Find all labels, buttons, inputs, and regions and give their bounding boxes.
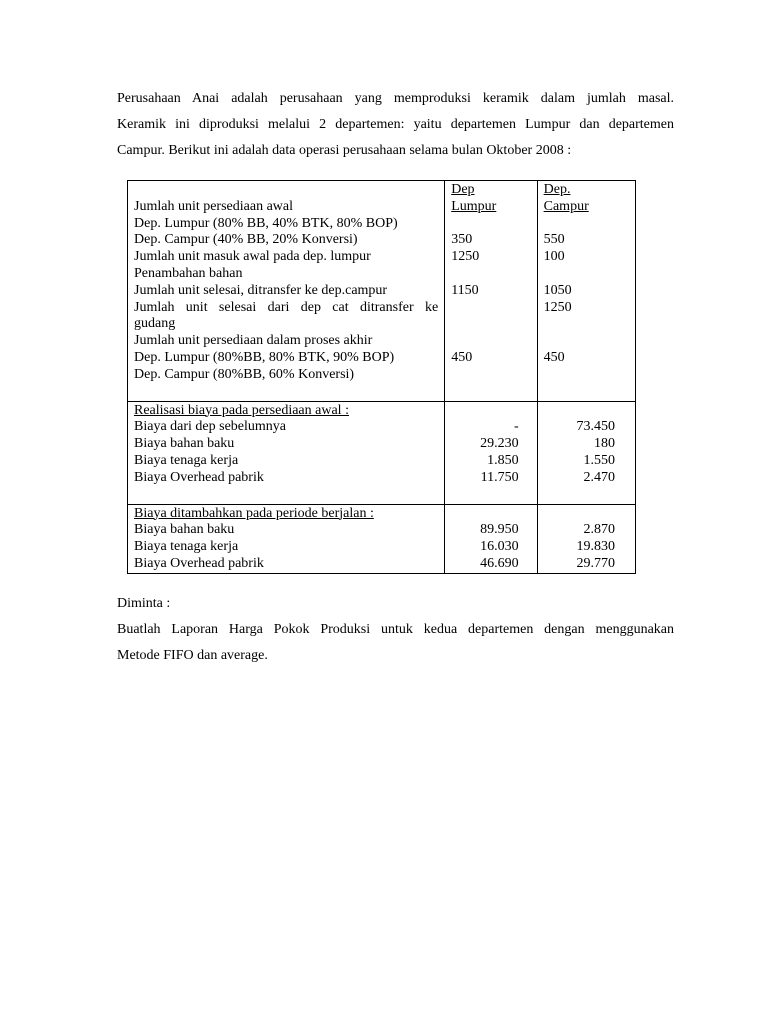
cost-campur-value: 2.470	[583, 469, 615, 485]
units-row-label: Penambahan bahan	[134, 265, 243, 281]
cost-row-label: Biaya dari dep sebelumnya	[134, 419, 287, 435]
cost-row-label: Biaya bahan baku	[134, 436, 235, 452]
cost-row-label: Biaya Overhead pabrik	[134, 469, 264, 485]
units-campur-value: 1250	[543, 299, 572, 315]
units-lumpur-value	[451, 333, 530, 350]
cost-lumpur-value: -	[513, 419, 519, 435]
units-lumpur-value	[451, 266, 530, 283]
column-header-campur-line1: Dep.	[543, 182, 571, 197]
cost-lumpur-value: 16.030	[480, 539, 519, 555]
units-campur-value: 550	[543, 232, 565, 248]
cost-campur-value: 2.870	[583, 522, 615, 538]
added-costs-campur-cell	[537, 504, 635, 573]
units-lumpur-cell	[445, 181, 537, 402]
units-description-cell	[128, 181, 445, 402]
cost-campur-value: 29.770	[576, 555, 615, 571]
requested-line-2: Metode FIFO dan average.	[117, 648, 268, 663]
units-row-label: gudang	[134, 316, 176, 332]
beginning-costs-campur-cell	[537, 401, 635, 504]
cost-campur-value: 73.450	[576, 419, 615, 435]
intro-line-3: Campur. Berikut ini adalah data operasi perusahaan selama bulan Oktober 2008 :	[117, 143, 572, 158]
blank-line	[134, 182, 438, 199]
units-row-label: Jumlah unit selesai, ditransfer ke dep.campur	[134, 282, 388, 298]
cost-campur-value: 180	[594, 436, 615, 452]
units-campur-value: 100	[543, 249, 565, 265]
cost-campur-value: 19.830	[576, 539, 615, 555]
units-row-label: Dep. Lumpur (80% BB, 40% BTK, 80% BOP)	[134, 215, 398, 231]
operations-data-table	[127, 180, 636, 574]
units-campur-value	[544, 266, 629, 283]
cost-lumpur-value: 1.850	[487, 452, 519, 468]
cost-row-label: Biaya Overhead pabrik	[134, 555, 264, 571]
cost-row-label: Biaya tenaga kerja	[134, 452, 239, 468]
units-row-label: Dep. Campur (80%BB, 60% Konversi)	[134, 366, 355, 382]
requested-line-1: Buatlah Laporan Harga Pokok Produksi untuk kedua departemen dengan menggunakan	[117, 622, 674, 637]
units-lumpur-value	[451, 216, 530, 233]
units-campur-value	[544, 367, 629, 384]
units-row-label: Jumlah unit persediaan dalam proses akhir	[134, 333, 373, 349]
cost-lumpur-value: 89.950	[480, 522, 519, 538]
blank-line	[451, 403, 530, 420]
intro-paragraph	[117, 86, 674, 164]
units-row-label: Jumlah unit selesai dari dep cat ditransfer ke	[134, 299, 439, 315]
units-section	[128, 181, 636, 402]
added-costs-lumpur-cell	[445, 504, 537, 573]
units-lumpur-value: 1150	[451, 282, 479, 298]
column-header-campur-line2: Campur	[543, 198, 589, 214]
added-costs-title: Biaya ditambahkan pada periode berjalan :	[134, 505, 374, 521]
units-campur-value	[544, 216, 629, 233]
units-campur-value	[544, 333, 629, 350]
units-lumpur-value: 350	[451, 232, 473, 248]
beginning-costs-title: Realisasi biaya pada persediaan awal :	[134, 402, 349, 418]
units-row-label: Dep. Lumpur (80%BB, 80% BTK, 90% BOP)	[134, 349, 395, 365]
units-campur-value: 450	[543, 349, 565, 365]
units-row-label: Dep. Campur (40% BB, 20% Konversi)	[134, 232, 358, 248]
units-lumpur-value	[451, 316, 530, 333]
cost-row-label: Biaya tenaga kerja	[134, 539, 239, 555]
blank-line	[544, 506, 629, 523]
added-costs-description-cell	[128, 504, 445, 573]
intro-line-1: Perusahaan Anai adalah perusahaan yang memproduksi keramik dalam jumlah masal.	[117, 91, 674, 106]
cost-lumpur-value: 11.750	[480, 469, 519, 485]
beginning-costs-lumpur-cell	[445, 401, 537, 504]
blank-line	[451, 506, 530, 523]
units-row-label: Jumlah unit masuk awal pada dep. lumpur	[134, 249, 371, 265]
units-lumpur-value: 1250	[451, 249, 480, 265]
units-lumpur-value	[451, 367, 530, 384]
units-campur-value	[544, 316, 629, 333]
blank-line	[544, 403, 629, 420]
units-campur-value: 1050	[543, 282, 572, 298]
requested-section	[117, 591, 674, 669]
cost-row-label: Biaya bahan baku	[134, 522, 235, 538]
intro-line-2: Keramik ini diproduksi melalui 2 departemen: yaitu departemen Lumpur dan departemen	[117, 117, 674, 132]
cost-campur-value: 1.550	[583, 452, 615, 468]
added-costs-section	[128, 504, 636, 573]
cost-lumpur-value: 29.230	[480, 436, 519, 452]
units-lumpur-value: 450	[451, 349, 473, 365]
column-header-lumpur-line2: Lumpur	[451, 198, 497, 214]
units-row-label: Jumlah unit persediaan awal	[134, 198, 294, 214]
beginning-costs-section	[128, 401, 636, 504]
units-lumpur-value	[451, 300, 530, 317]
units-campur-cell	[537, 181, 635, 402]
column-header-lumpur-line1: Dep	[451, 182, 475, 197]
beginning-costs-description-cell	[128, 401, 445, 504]
cost-lumpur-value: 46.690	[480, 555, 519, 571]
requested-label: Diminta :	[117, 596, 171, 611]
